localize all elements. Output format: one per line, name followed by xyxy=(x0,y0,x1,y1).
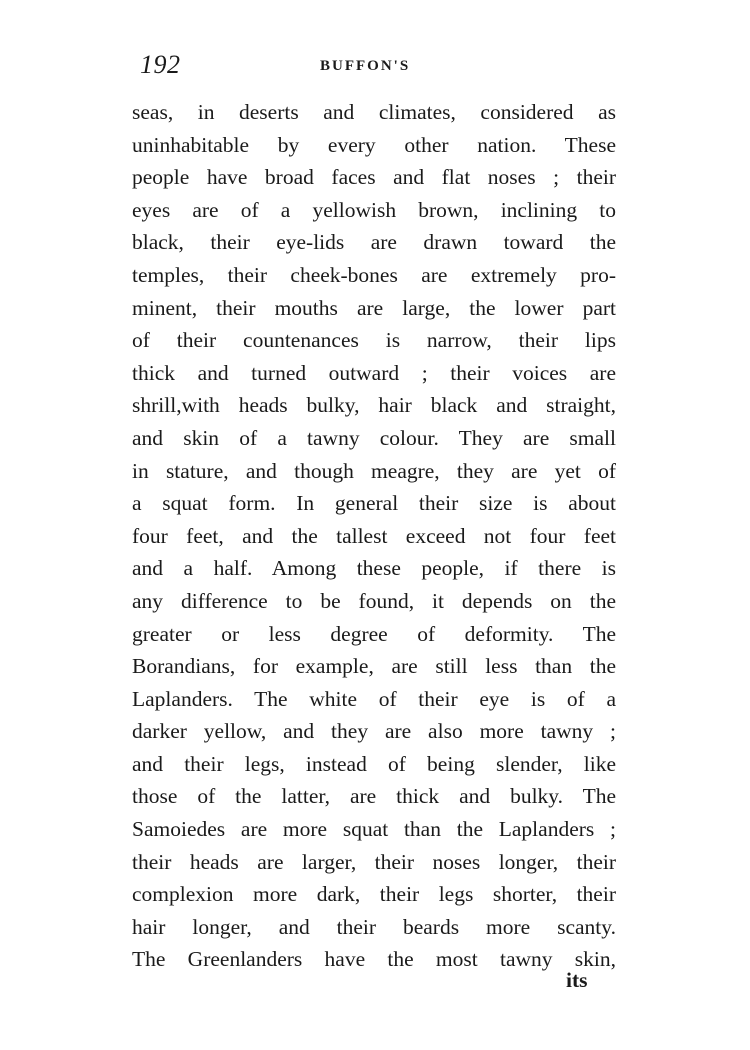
text-line: and skin of a tawny colour. They are small xyxy=(132,425,616,450)
text-line: hair longer, and their beards more scanty. xyxy=(132,914,616,939)
text-line: and a half. Among these people, if there is xyxy=(132,556,616,581)
text-line: seas, in deserts and climates, considered as xyxy=(132,100,616,124)
text-line: eyes are of a yellowish brown, inclining to xyxy=(132,197,616,222)
text-line: black, their eye-lids are drawn toward the xyxy=(132,230,616,255)
text-line: greater or less degree of deformity. The xyxy=(132,621,616,646)
text-line: Laplanders. The white of their eye is of a xyxy=(132,686,616,711)
text-line: people have broad faces and flat noses ; their xyxy=(132,165,616,190)
text-line: in stature, and though meagre, they are yet of xyxy=(132,458,616,483)
text-line: their heads are larger, their noses longer, their xyxy=(132,849,616,874)
text-line: Samoiedes are more squat than the Laplanders ; xyxy=(132,817,616,842)
text-line: and their legs, instead of being slender, like xyxy=(132,751,616,776)
text-line: uninhabitable by every other nation. These xyxy=(132,132,616,157)
text-line: temples, their cheek-bones are extremely pro- xyxy=(132,262,616,287)
running-head: BUFFON'S xyxy=(320,58,411,74)
text-line: four feet, and the tallest exceed not four feet xyxy=(132,523,616,548)
text-line: any difference to be found, it depends on the xyxy=(132,588,616,613)
text-line: complexion more dark, their legs shorter, their xyxy=(132,882,616,907)
text-line: of their countenances is narrow, their lips xyxy=(132,328,616,353)
body-text xyxy=(132,96,616,976)
page-number: 192 xyxy=(140,50,181,79)
catchword: its xyxy=(566,968,588,992)
text-line: The Greenlanders have the most tawny skin, xyxy=(132,947,616,972)
text-line: thick and turned outward ; their voices are xyxy=(132,360,616,385)
text-line: shrill,with heads bulky, hair black and straight, xyxy=(132,393,616,418)
text-line: minent, their mouths are large, the lower part xyxy=(132,295,616,320)
text-line: Borandians, for example, are still less than the xyxy=(132,654,616,679)
text-line: a squat form. In general their size is about xyxy=(132,491,616,516)
text-line: those of the latter, are thick and bulky. The xyxy=(132,784,616,809)
text-line: darker yellow, and they are also more tawny ; xyxy=(132,719,616,744)
page-header xyxy=(140,50,620,86)
